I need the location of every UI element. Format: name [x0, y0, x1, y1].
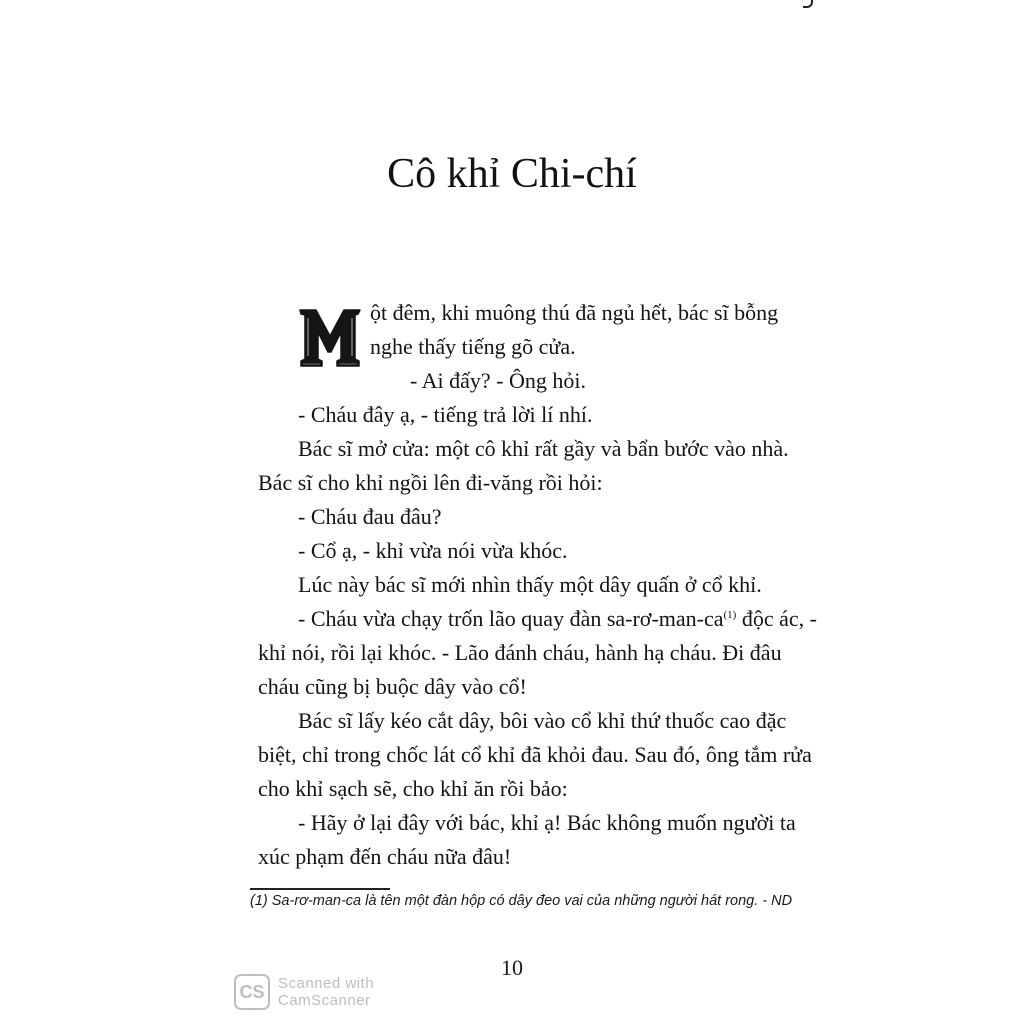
story-body — [258, 296, 818, 874]
paragraph-6: - Cổ ạ, - khỉ vừa nói vừa khóc. — [298, 538, 568, 563]
paragraph-1 — [258, 296, 818, 364]
watermark-line-2: CamScanner — [278, 992, 371, 1009]
camscanner-logo-icon: CS — [234, 974, 270, 1010]
paragraph-10: - Hãy ở lại đây với bác, khỉ ạ! Bác không muốn người ta xúc phạm đến cháu nữa đâu! — [258, 810, 796, 869]
page-number: 10 — [501, 955, 523, 980]
paragraph-8-after: độc ác, - khỉ nói, rồi lại khóc. - Lão đánh cháu, hành hạ cháu. Đi đâu cháu cũng bị buộc dây vào cổ! — [258, 606, 817, 699]
paragraph-4: Bác sĩ mở cửa: một cô khỉ rất gầy và bẩn bước vào nhà. Bác sĩ cho khỉ ngồi lên đi-văng rồi hỏi: — [258, 436, 789, 495]
paragraph-2: - Ai đấy? - Ông hỏi. — [410, 368, 586, 393]
chapter-title: Cô khỉ Chi-chí — [387, 151, 637, 197]
paragraph-8 — [258, 602, 818, 704]
camscanner-watermark — [234, 974, 374, 1010]
scan-corner-mark — [803, 0, 813, 8]
watermark-line-1: Scanned with — [278, 975, 375, 992]
paragraph-1-text: ột đêm, khi muông thú đã ngủ hết, bác sĩ bỗng nghe thấy tiếng gõ cửa. — [370, 300, 779, 359]
camscanner-text — [278, 975, 374, 1009]
footnote: (1) Sa-rơ-man-ca là tên một đàn hộp có dây đeo vai của những người hát rong. - ND — [250, 893, 793, 909]
paragraph-8-before: - Cháu vừa chạy trốn lão quay đàn sa-rơ-man-ca — [298, 606, 724, 631]
footnote-reference: (1) — [723, 609, 737, 621]
dropcap-m-glyph — [298, 306, 362, 368]
dropcap-m — [298, 306, 362, 368]
footnote-divider — [250, 888, 390, 890]
paragraph-5: - Cháu đau đâu? — [298, 504, 442, 529]
paragraph-9: Bác sĩ lấy kéo cắt dây, bôi vào cổ khỉ thứ thuốc cao đặc biệt, chỉ trong chốc lát cổ khỉ đã khỏi đau. Sau đó, ông tắm rửa cho khỉ sạch sẽ, cho khỉ ăn rồi bảo: — [258, 708, 812, 801]
paragraph-7: Lúc này bác sĩ mới nhìn thấy một dây quấn ở cổ khỉ. — [298, 572, 762, 597]
paragraph-3: - Cháu đây ạ, - tiếng trả lời lí nhí. — [298, 402, 593, 427]
